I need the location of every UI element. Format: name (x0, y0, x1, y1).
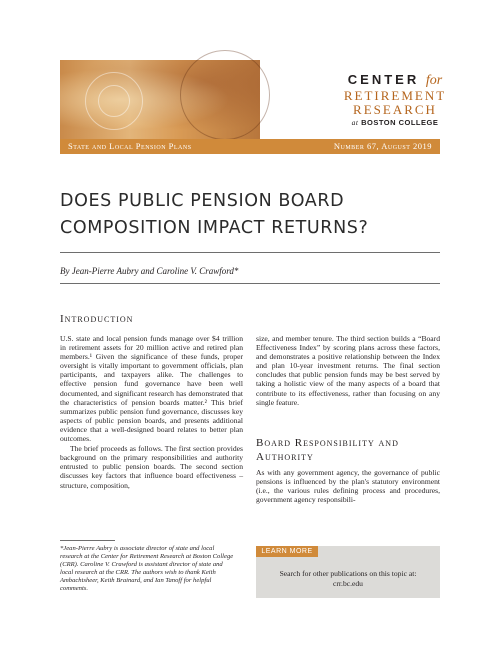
learn-more-link[interactable]: crr.bc.edu (333, 578, 363, 588)
footnote-divider (60, 540, 115, 541)
logo-research-word: RESEARCH (353, 102, 437, 117)
divider (60, 252, 440, 253)
logo-college-line: at BOSTON COLLEGE (351, 118, 439, 127)
board-responsibility-heading (256, 436, 456, 464)
learn-more-tab: LEARN MORE (256, 546, 318, 557)
crr-logo[interactable] (340, 72, 450, 127)
author-footnote: *Jean-Pierre Aubry is associate director of state and local research at the Center for Retirement Research at Boston College (CRR). Caroline V. Crawford is assistant director of state and local research at the CRR. The authors wish to thank Keith Ambachtsheer, Keith Brainard, and Ian Tanoff for helpful comments. (60, 545, 234, 593)
paragraph: size, and member tenure. The third section builds a “Board Effectiveness Index” by scoring plans across these factors, and demonstrates a positive relationship between the Index and plan 10-year investment returns. The final section concludes that public pension funds may be best served by taking a holistic view of the many aspects of a board that contribute to its effectiveness, rather than focusing on any single feature. (256, 334, 440, 407)
title-line: DOES PUBLIC PENSION BOARD (60, 191, 345, 211)
decorative-dial-shape (98, 85, 130, 117)
logo-retirement-word: RETIREMENT (343, 88, 447, 103)
divider (60, 283, 440, 284)
series-name: State and Local Pension Plans (68, 141, 192, 151)
paragraph: U.S. state and local pension funds manage over $4 trillion in retirement assets for 20 million active and retired plan members.¹ Given the significance of these funds, proper oversight is vitally important to government officials, plan participants, and taxpayers alike. The challenges to effective pension fund governance have been well documented, and significant research has demonstrated that the characteristics of pension boards matter.² This brief summarizes public pension fund governance, discusses key aspects of public pension boards, and presents additional evidence that a well-designed board relates to better plan outcomes. (60, 334, 243, 444)
introduction-heading: Introduction (60, 313, 134, 325)
paragraph: The brief proceeds as follows. The first section provides background on the primary responsibilities and authority entrusted to public pension boards. The second section discusses key factors that influence board effectiveness – structure, composition, (60, 444, 243, 490)
heading-line: Authority (256, 451, 314, 463)
byline: By Jean-Pierre Aubry and Caroline V. Crawford* (60, 266, 239, 276)
body-column-right (256, 334, 440, 407)
series-band (60, 139, 440, 154)
learn-more-prompt: Search for other publications on this topic at: (279, 569, 417, 578)
header-banner-image (60, 60, 260, 139)
learn-more-text (256, 569, 440, 588)
body-column-left (60, 334, 243, 490)
issue-number: Number 67, August 2019 (333, 141, 432, 151)
body-column-right-lower (256, 468, 440, 504)
decorative-dial-shape (180, 50, 270, 140)
heading-line: Board Responsibility and (256, 437, 399, 449)
paragraph: As with any government agency, the governance of public pensions is influenced by the plan's statutory environment (i.e., the various rules defining process and procedures, government agency responsibili- (256, 468, 440, 505)
logo-center-word: CENTER for (347, 72, 443, 88)
page-title (60, 188, 460, 242)
title-line: COMPOSITION IMPACT RETURNS? (60, 218, 369, 238)
